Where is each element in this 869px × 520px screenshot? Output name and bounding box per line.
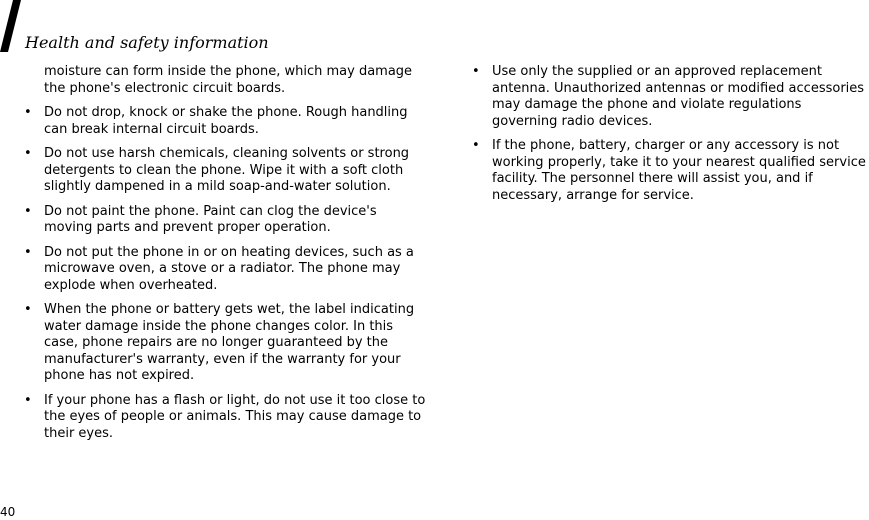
- list-item-text: If the phone, battery, charger or any accessory is not working properly, take it to your nearest qualified service facility. The personnel there will assist you, and if necessary, arrange for service.: [492, 138, 866, 203]
- bullet-icon: •: [472, 138, 480, 153]
- list-item-text: Do not put the phone in or on heating devices, such as a microwave oven, a stove or a radiator. The phone may explode when overheated.: [44, 244, 414, 293]
- bullet-icon: •: [24, 302, 32, 317]
- bullet-icon: •: [24, 392, 32, 408]
- bullet-icon: •: [24, 244, 32, 260]
- right-column: [466, 64, 869, 212]
- left-bullet-list: [18, 105, 428, 442]
- list-item-text: Use only the supplied or an approved replacement antenna. Unauthorized antennas or modified accessories may damage the phone and violate regulations governing radio devices.: [492, 64, 865, 129]
- list-item-text: Do not paint the phone. Paint can clog the device's moving parts and prevent proper operation.: [44, 203, 377, 235]
- list-item-text: Do not use harsh chemicals, cleaning solvents or strong detergents to clean the phone. Wipe it with a soft cloth slightly dampened in a mild soap-and-water solution.: [44, 146, 410, 194]
- list-item: [18, 146, 428, 196]
- list-item: [18, 302, 428, 385]
- bullet-icon: •: [24, 105, 32, 120]
- bullet-icon: •: [24, 146, 32, 161]
- bullet-icon: •: [24, 203, 32, 219]
- list-item: [18, 393, 428, 443]
- section-title: Health and safety information: [25, 33, 269, 52]
- bullet-icon: •: [472, 64, 480, 79]
- list-item: [18, 204, 428, 237]
- left-column: [18, 64, 428, 450]
- right-bullet-list: [466, 64, 869, 204]
- list-item: [466, 64, 869, 130]
- list-item-text: When the phone or battery gets wet, the label indicating water damage inside the phone changes color. In this case, phone repairs are no longer guaranteed by the manufacturer's warranty, even if the warranty for your phone has not expired.: [44, 302, 415, 383]
- list-item-text: If your phone has a flash or light, do not use it too close to the eyes of people or animals. This may cause damage to their eyes.: [44, 392, 426, 441]
- list-item: [18, 245, 428, 295]
- continued-paragraph: moisture can form inside the phone, which may damage the phone's electronic circuit boards.: [44, 64, 413, 96]
- page-number: 40: [0, 505, 16, 519]
- list-item: [466, 138, 869, 204]
- list-item-text: Do not drop, knock or shake the phone. Rough handling can break internal circuit boards.: [44, 105, 408, 137]
- list-item: [18, 105, 428, 138]
